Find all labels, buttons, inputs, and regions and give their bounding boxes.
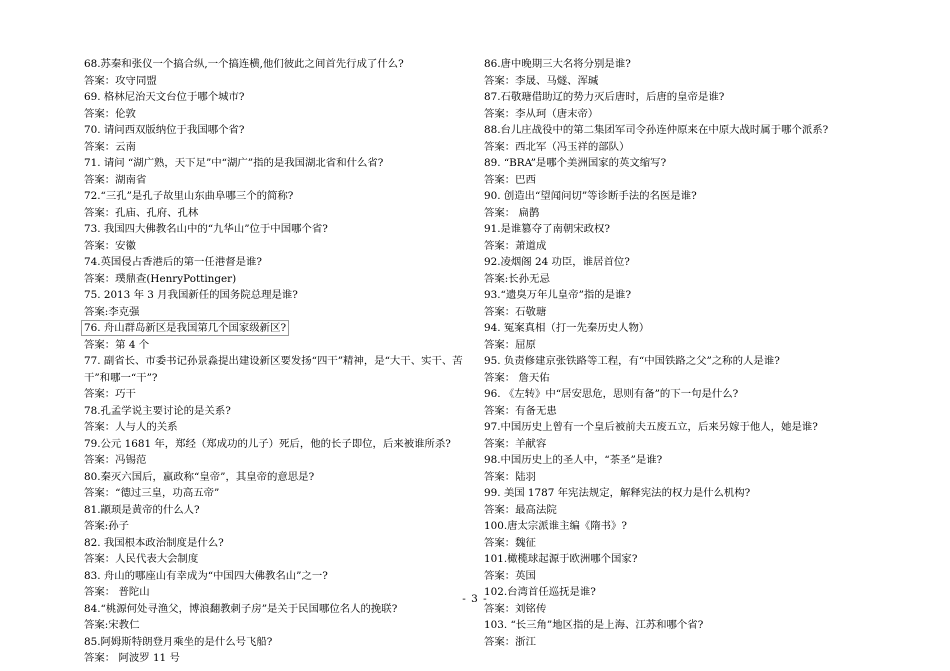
- question-line: 93.“遗臭万年儿皇帝”指的是谁?: [484, 289, 632, 301]
- answer-line: 答案： 詹天佑: [484, 371, 550, 384]
- question-line: 84.“桃源何处寻渔父，博浪翻教刺子房”是关于民国哪位名人的挽联?: [84, 602, 398, 615]
- answer-line: 答案： 阿波罗 11 号: [84, 652, 180, 664]
- answer-line: 答案：刘铭传: [484, 602, 547, 615]
- question-line: 96. 《左转》中“居安思危，思则有备”的下一句是什么?: [484, 388, 739, 400]
- question-line: 92.凌烟阁 24 功臣，谁居首位?: [484, 256, 630, 268]
- question-line: 94. 冤案真相（打一先秦历史人物）: [484, 322, 650, 334]
- answer-line: 答案：浙江: [484, 635, 536, 648]
- question-line: 68.苏秦和张仪一个搞合纵,一个搞连横,他们彼此之间首先行成了什么?: [84, 58, 404, 70]
- question-line: [84, 320, 474, 337]
- question-line: 100.唐太宗派谁主编《隋书》?: [484, 520, 628, 532]
- question-line: 85.阿姆斯特朗登月乘坐的是什么号飞船?: [84, 635, 273, 648]
- answer-line: 答案：巴西: [484, 173, 536, 186]
- question-line: 71. 请问 “湖广熟，天下足”中“湖广”指的是我国湖北省和什么省?: [84, 157, 384, 169]
- answer-line: 答案：萧道成: [484, 239, 547, 252]
- question-line: 103. “长三角”地区指的是上海、江苏和哪个省?: [484, 619, 704, 631]
- question-line: 83. 舟山的哪座山有幸成为“中国四大佛教名山”之一?: [84, 569, 328, 582]
- answer-line: 答案：西北军（冯玉祥的部队）: [484, 140, 630, 153]
- answer-line: 答案：冯锡范: [84, 454, 147, 466]
- question-line: 74.英国侵占香港后的第一任港督是谁?: [84, 256, 262, 268]
- answer-line: 答案：第 4 个: [84, 338, 150, 351]
- answer-line: 答案：孔庙、孔府、孔林: [84, 206, 199, 219]
- question-line: 99. 美国 1787 年宪法规定，解释宪法的权力是什么机构?: [484, 487, 751, 499]
- question-line: 82. 我国根本政治制度是什么?: [84, 536, 224, 549]
- answer-line: 答案：屈原: [484, 338, 536, 351]
- question-line: 81.颛顼是黄帝的什么人?: [84, 503, 200, 516]
- answer-line: 答案:宋教仁: [84, 619, 140, 631]
- answer-line: 答案：英国: [484, 569, 536, 582]
- answer-line: 答案：有备无患: [484, 404, 557, 417]
- answer-line: 答案:长孙无忌: [484, 272, 550, 285]
- question-line: 87.石敬瑭借助辽的势力灭后唐时，后唐的皇帝是谁?: [484, 91, 725, 103]
- question-line: 77. 副省长、市委书记孙景淼提出建设新区要发扬“四干”精神，是“大干、实干、苦干”和哪一“干”?: [84, 355, 463, 384]
- answer-line: 答案：魏征: [484, 536, 536, 549]
- question-line: 88.台儿庄战役中的第二集团军司令孙连仲原来在中原大战时属于哪个派系?: [484, 124, 829, 136]
- question-line: 89. “BRA”是哪个美洲国家的英文缩写?: [484, 157, 667, 169]
- question-line: 70. 请问西双版纳位于我国哪个省?: [84, 124, 245, 136]
- page-number: - 3 -: [462, 593, 488, 605]
- answer-line: 答案：云南: [84, 140, 136, 153]
- answer-line: 答案：安徽: [84, 239, 136, 252]
- answer-line: 答案：巧干: [84, 388, 136, 400]
- answer-line: 答案:孙子: [84, 520, 130, 532]
- answer-line: 答案：湖南省: [84, 173, 147, 186]
- question-line: 75. 2013 年 3 月我国新任的国务院总理是谁?: [84, 289, 298, 301]
- answer-line: 答案：李从珂（唐末帝）: [484, 107, 599, 120]
- answer-line: 答案：人民代表大会制度: [84, 553, 199, 565]
- question-line: 86.唐中晚期三大名将分别是谁?: [484, 58, 631, 70]
- question-line: 72.“三孔”是孔子故里山东曲阜哪三个的简称?: [84, 190, 294, 202]
- question-line: 101.橄榄球起源于欧洲哪个国家?: [484, 553, 638, 565]
- answer-line: 答案：最高法院: [484, 503, 557, 516]
- left-column: [84, 56, 474, 667]
- question-line: 102.台湾首任巡抚是谁?: [484, 586, 596, 598]
- answer-line: 答案：石敬瑭: [484, 305, 547, 318]
- question-line: 90. 创造出“望闻问切”等诊断手法的名医是谁?: [484, 190, 697, 202]
- question-line: 73. 我国四大佛教名山中的“九华山”位于中国哪个省?: [84, 223, 328, 235]
- question-line: 79.公元 1681 年，郑经（郑成功的儿子）死后，他的长子即位，后来被谁所杀?: [84, 437, 451, 450]
- answer-line: 答案：“德过三皇，功高五帝”: [84, 487, 220, 499]
- answer-line: 答案：攻守同盟: [84, 74, 157, 87]
- answer-line: 答案：羊献容: [484, 437, 547, 450]
- answer-line: 答案:李克强: [84, 305, 140, 318]
- question-line: 98.中国历史上的圣人中，“茶圣”是谁?: [484, 454, 663, 466]
- answer-line: 答案： 扁鹊: [484, 206, 540, 219]
- question-line: 78.孔孟学说主要讨论的是关系?: [84, 404, 231, 417]
- highlighted-question: 76. 舟山群岛新区是我国第几个国家级新区?: [81, 320, 289, 336]
- answer-line: 答案：璞鼎查(HenryPottinger): [84, 272, 237, 285]
- answer-line: 答案：人与人的关系: [84, 421, 178, 433]
- answer-line: 答案：陆羽: [484, 470, 536, 483]
- answer-line: 答案：伦敦: [84, 107, 136, 120]
- question-line: 97.中国历史上曾有一个皇后被前夫五废五立，后来另嫁于他人，她是谁?: [484, 421, 818, 433]
- question-line: 80.秦灭六国后，嬴政称“皇帝”，其皇帝的意思是?: [84, 470, 315, 483]
- answer-line: 答案：李晟、马燧、浑瑊: [484, 74, 599, 87]
- question-line: 69. 格林尼治天文台位于哪个城市?: [84, 91, 245, 103]
- right-column: [484, 56, 874, 650]
- question-line: 95. 负责修建京张铁路等工程，有“中国铁路之父”之称的人是谁?: [484, 355, 780, 367]
- question-line: 91.是谁篡夺了南朝宋政权?: [484, 223, 611, 235]
- answer-line: 答案： 普陀山: [84, 586, 150, 598]
